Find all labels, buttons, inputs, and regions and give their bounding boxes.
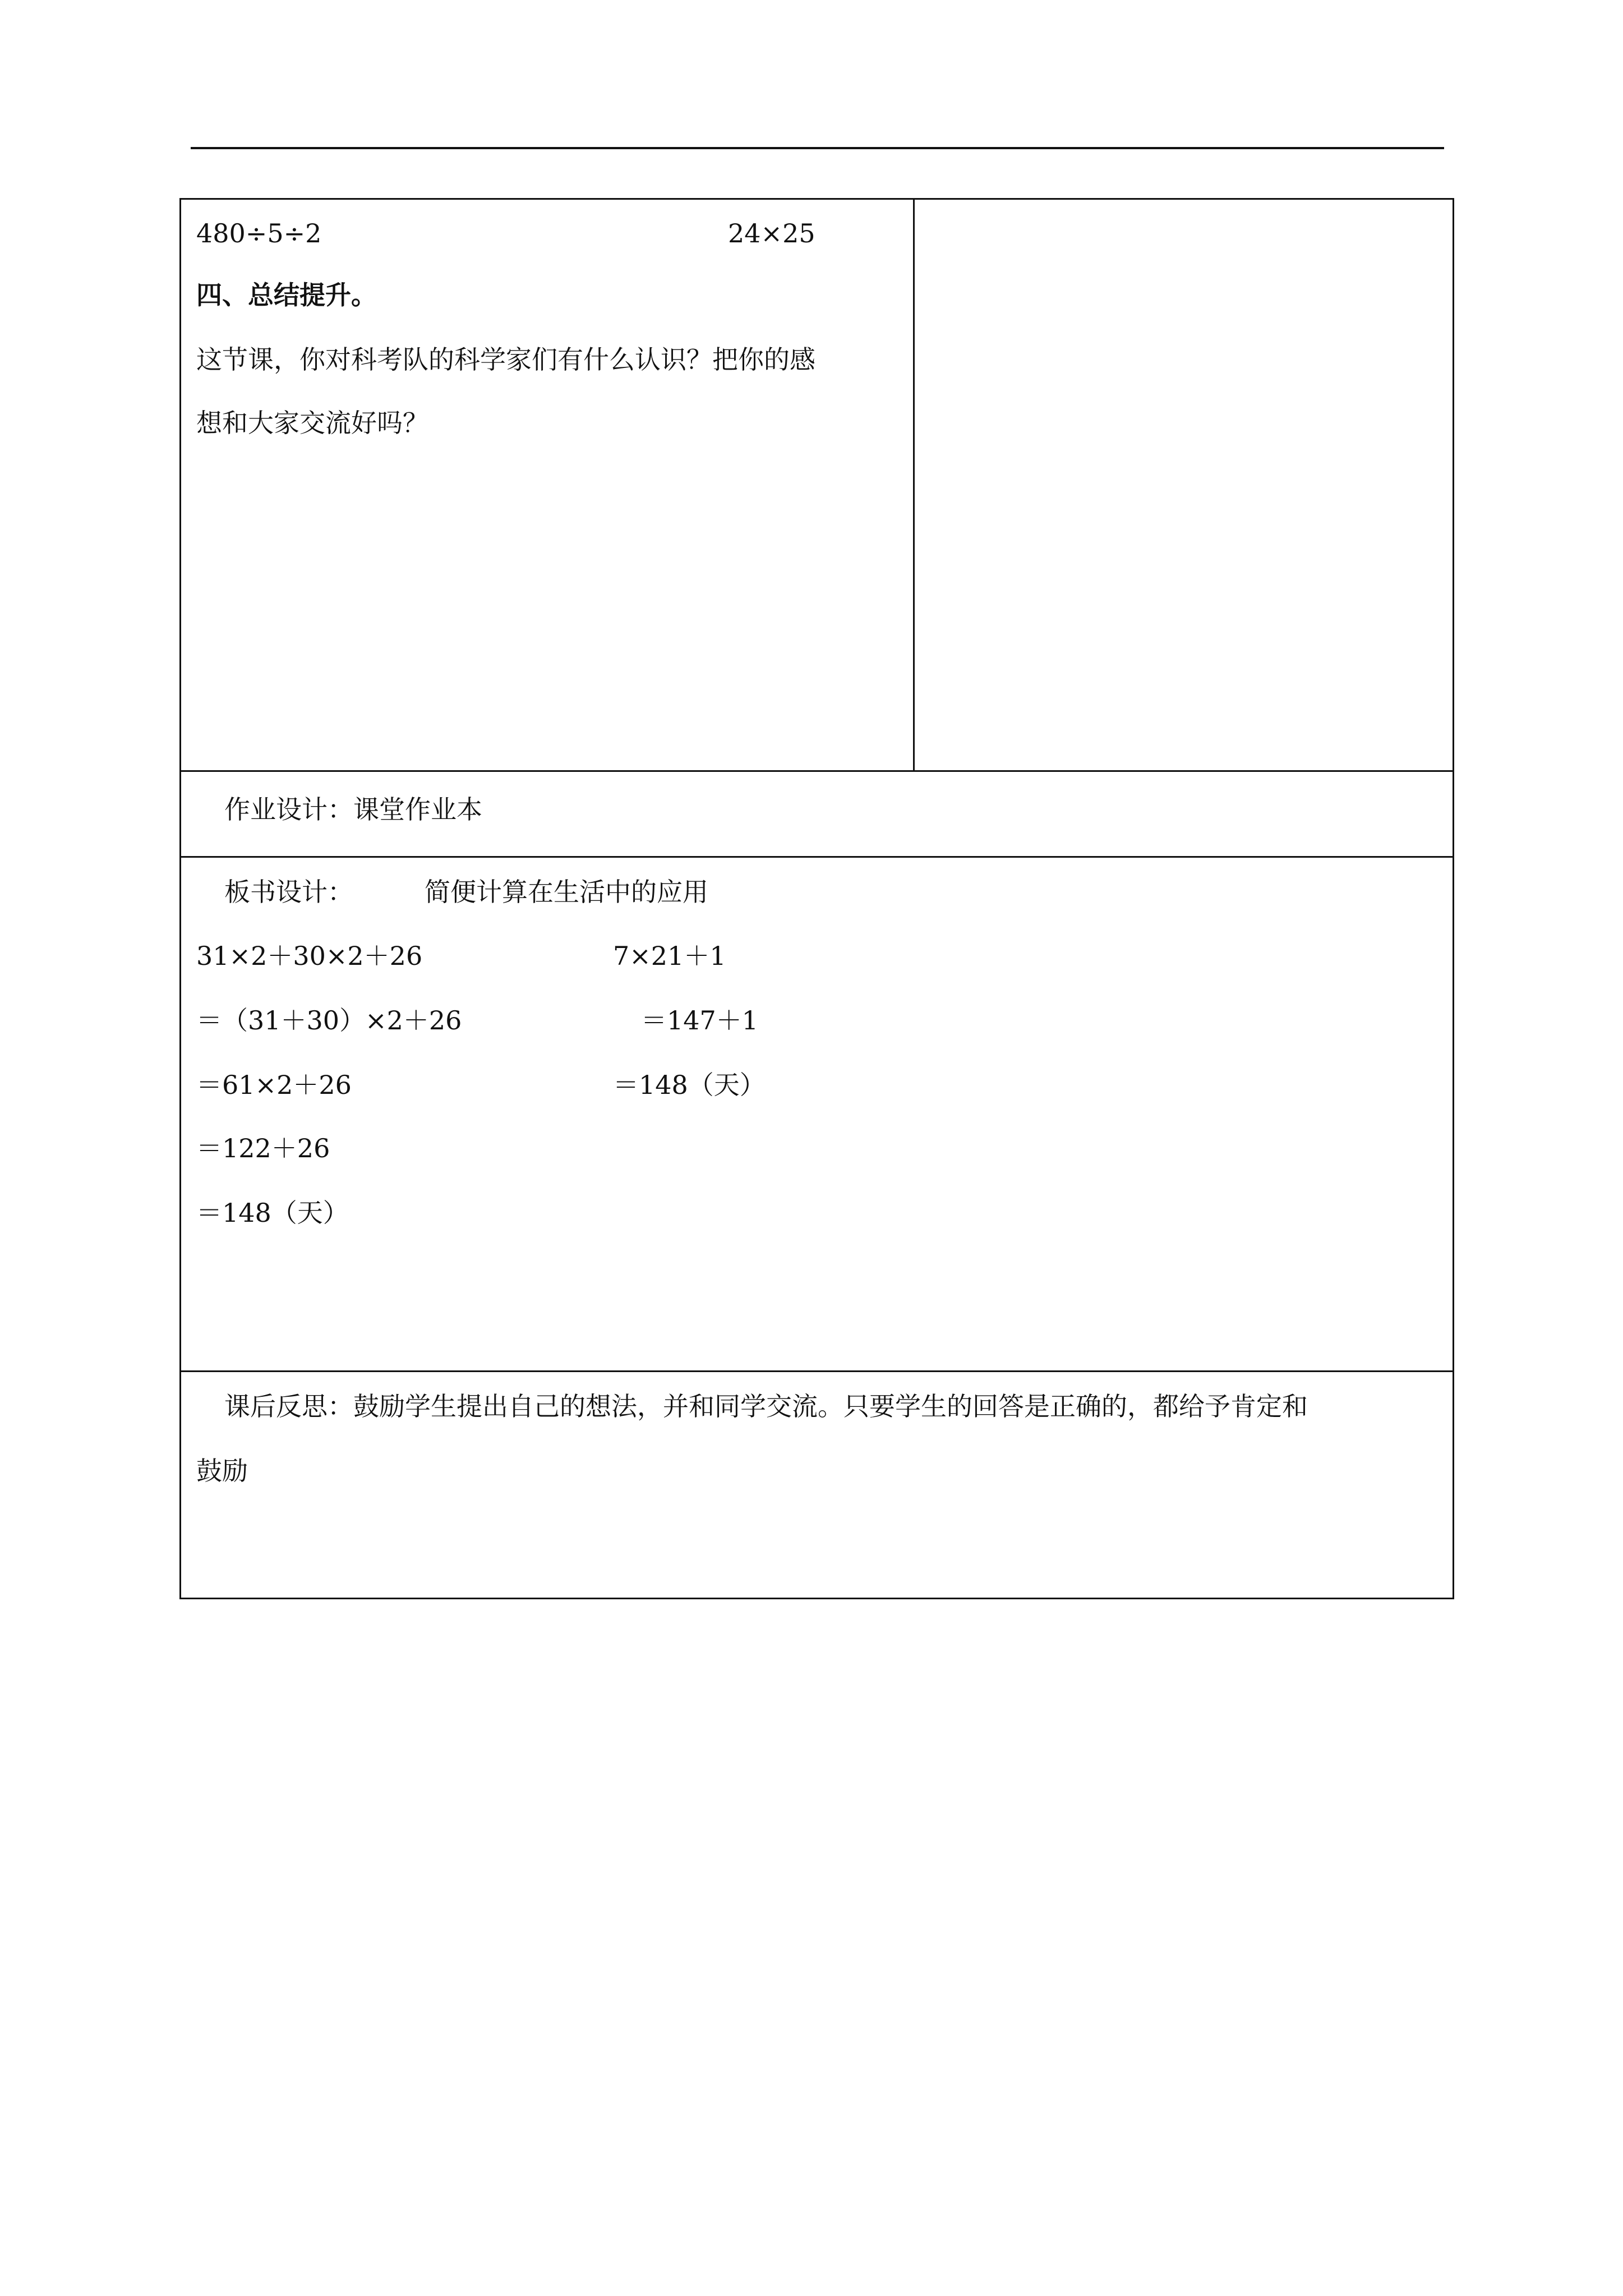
column-divider [913, 200, 915, 771]
reflection-line-2: 鼓励 [196, 1456, 248, 1486]
board-right-step: ＝147＋1 [641, 1005, 759, 1036]
reflection-line-1: 课后反思：鼓励学生提出自己的想法，并和同学交流。只要学生的回答是正确的，都给予肯定和 [224, 1391, 1308, 1421]
question-line-1: 这节课，你对科考队的科学家们有什么认识？把你的感 [196, 344, 815, 375]
board-title: 简便计算在生活中的应用 [425, 877, 708, 907]
board-left-step: ＝122＋26 [196, 1133, 330, 1163]
homework-text: 作业设计：课堂作业本 [224, 794, 482, 825]
board-right-step: ＝148（天） [613, 1070, 766, 1100]
row-divider-1 [181, 770, 1453, 772]
section-heading: 四、总结提升。 [196, 280, 377, 310]
expression-left: 480÷5÷2 [196, 218, 322, 249]
board-left-step: ＝61×2＋26 [196, 1070, 352, 1100]
question-line-2: 想和大家交流好吗？ [196, 408, 428, 438]
board-left-step: ＝（31＋30）×2＋26 [196, 1005, 462, 1036]
board-left-step: ＝148（天） [196, 1198, 349, 1228]
board-left-step: 31×2＋30×2＋26 [196, 941, 423, 971]
row-divider-2 [181, 856, 1453, 858]
lesson-plan-table [179, 198, 1454, 1599]
row-divider-3 [181, 1370, 1453, 1372]
board-right-step: 7×21＋1 [613, 941, 726, 971]
header-rule [191, 147, 1444, 149]
expression-right: 24×25 [728, 218, 815, 249]
board-label: 板书设计： [224, 877, 353, 907]
